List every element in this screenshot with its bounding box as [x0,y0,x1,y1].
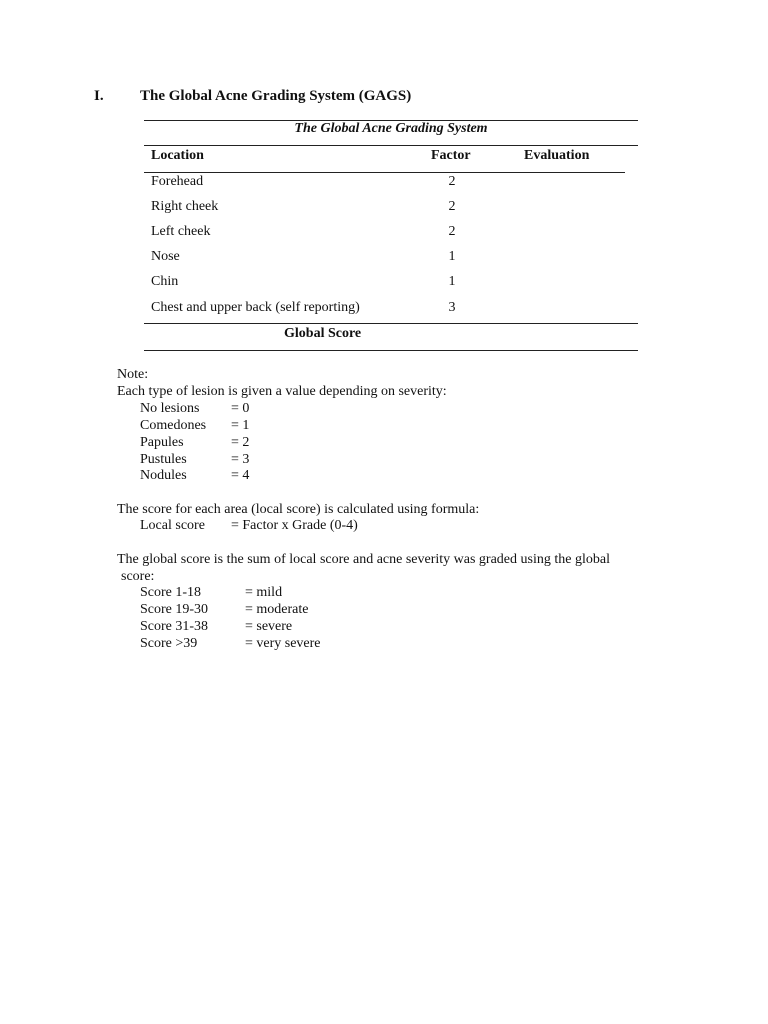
lesion-value: = 2 [231,435,250,450]
local-score-value: = Factor x Grade (0-4) [231,518,358,533]
lesion-value: = 4 [231,468,250,483]
section-title: The Global Acne Grading System (GAGS) [140,88,412,104]
table-caption: The Global Acne Grading System [294,121,488,136]
row-location: Chest and upper back (self reporting) [151,300,360,315]
caption-rule [144,145,638,146]
note-title: Note: [117,367,149,382]
severity-label: Score 31-38 [140,619,209,634]
lesion-value: = 3 [231,452,250,467]
row-factor: 2 [448,174,456,189]
section-number: I. [94,88,104,104]
global-score-intro: The global score is the sum of local score and acne severity was graded using the global [117,552,610,567]
table-row [151,274,631,294]
table-bottom-rule [144,350,638,351]
header-evaluation: Evaluation [524,148,590,163]
row-factor: 1 [448,249,456,264]
section-heading [94,88,411,105]
footer-rule [144,323,638,324]
row-location: Forehead [151,174,204,189]
local-score-intro: The score for each area (local score) is calculated using formula: [117,502,480,517]
severity-value: = mild [245,585,283,600]
row-factor: 2 [448,199,456,214]
lesion-label: Pustules [140,452,187,467]
severity-value: = very severe [245,636,321,651]
global-score-intro-cont: score: [121,569,155,584]
header-factor: Factor [431,148,471,163]
lesion-label: Nodules [140,468,187,483]
table-row [151,300,631,320]
table-row [151,174,631,194]
lesion-label: Papules [140,435,184,450]
header-rule [144,172,625,173]
table-footer-global-score: Global Score [284,326,362,341]
severity-label: Score 19-30 [140,602,209,617]
severity-value: = moderate [245,602,309,617]
row-location: Chin [151,274,179,289]
table-row [151,249,631,269]
table-row [151,224,631,244]
severity-value: = severe [245,619,293,634]
row-factor: 2 [448,224,456,239]
lesion-value: = 1 [231,418,250,433]
row-location: Left cheek [151,224,211,239]
row-factor: 3 [448,300,456,315]
row-factor: 1 [448,274,456,289]
table-row [151,199,631,219]
lesion-label: Comedones [140,418,207,433]
row-location: Nose [151,249,180,264]
note-intro: Each type of lesion is given a value depending on severity: [117,384,447,399]
row-location: Right cheek [151,199,219,214]
local-score-label: Local score [140,518,205,533]
header-location: Location [151,148,204,163]
severity-label: Score >39 [140,636,198,651]
severity-label: Score 1-18 [140,585,202,600]
lesion-value: = 0 [231,401,250,416]
lesion-label: No lesions [140,401,200,416]
